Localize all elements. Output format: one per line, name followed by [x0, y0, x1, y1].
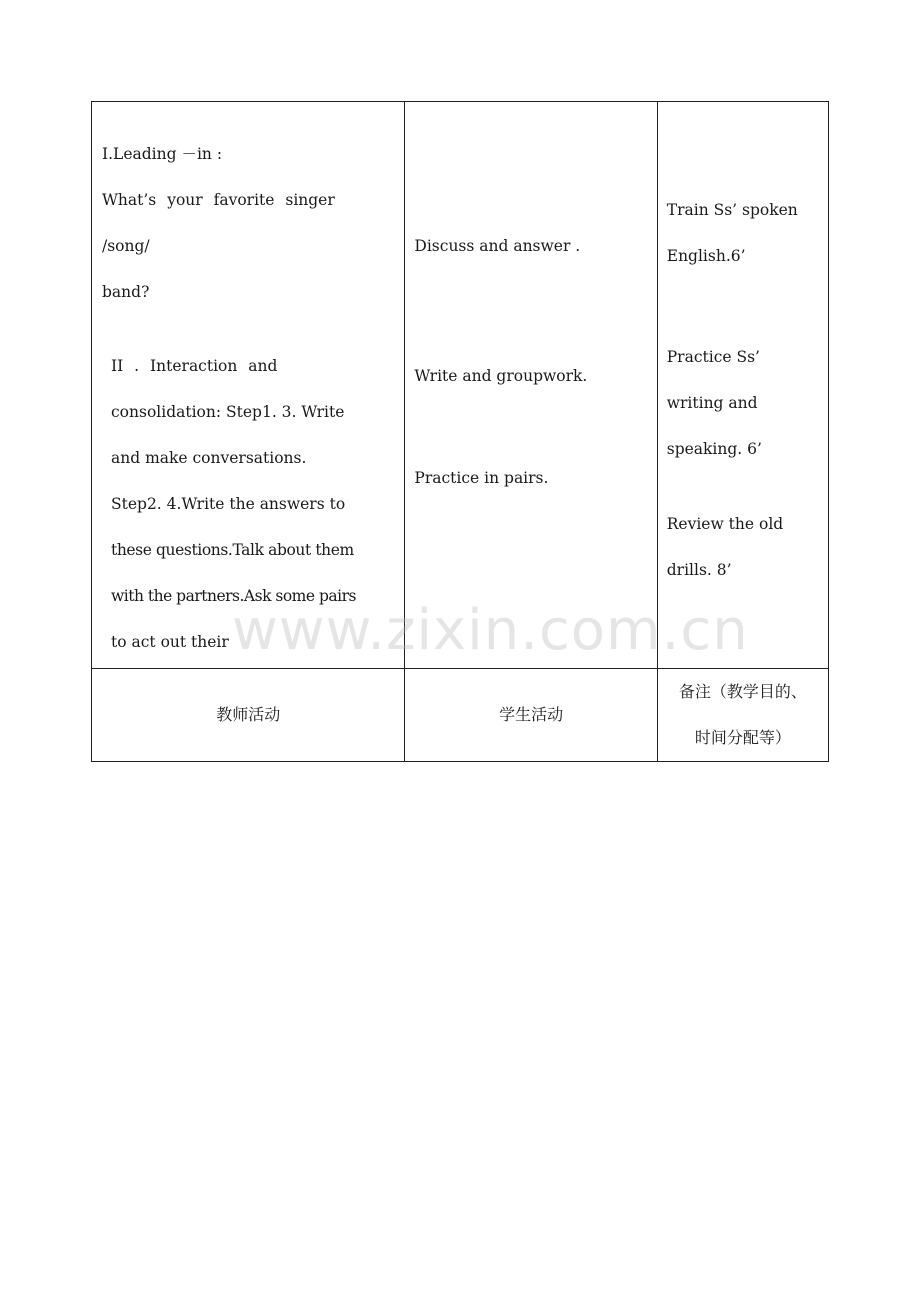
- student-activities-header: 学生活动: [499, 705, 564, 724]
- note-line: speaking. 6’: [666, 440, 762, 458]
- teacher-line: What’s your favorite singer: [102, 191, 335, 209]
- teacher-line: II . Interaction and: [111, 357, 278, 375]
- note-line: writing and: [666, 394, 758, 412]
- notes-header: [658, 669, 828, 761]
- watermark: www.zixin.com.cn: [232, 598, 749, 663]
- student-activity: Practice in pairs.: [414, 469, 549, 487]
- note-line: Practice Ss’: [666, 348, 760, 366]
- teacher-header-cell: [92, 669, 405, 762]
- content-row: [92, 102, 829, 669]
- notes-header-cell: [657, 669, 828, 762]
- student-header-cell: [405, 669, 657, 762]
- teacher-line: /song/: [102, 237, 150, 255]
- teacher-line: and make conversations.: [111, 449, 307, 467]
- notes-cell: [657, 102, 828, 669]
- teacher-line: with the partners.Ask some pairs: [111, 587, 356, 605]
- header-row: [92, 669, 829, 762]
- teacher-line: Step2. 4.Write the answers to: [111, 495, 346, 513]
- note-line: Train Ss’ spoken: [666, 201, 798, 219]
- teacher-activities-cell: [92, 102, 405, 669]
- teacher-line: to act out their: [111, 633, 229, 651]
- teacher-line: these questions.Talk about them: [111, 541, 354, 559]
- student-activities-cell: [405, 102, 657, 669]
- teacher-line: band?: [102, 283, 150, 301]
- student-activity: Write and groupwork.: [414, 367, 588, 385]
- teacher-line: consolidation: Step1. 3. Write: [111, 403, 345, 421]
- teacher-line: I.Leading －in :: [102, 145, 223, 163]
- lesson-plan-table: [91, 101, 829, 762]
- note-line: drills. 8’: [666, 561, 732, 579]
- note-line: Review the old: [666, 515, 784, 533]
- note-line: English.6’: [666, 247, 746, 265]
- student-activity: Discuss and answer .: [414, 237, 581, 255]
- notes-header-line: 备注（教学目的、: [678, 682, 807, 701]
- notes-header-line: 时间分配等）: [694, 728, 791, 747]
- teacher-activities-header: 教师活动: [216, 705, 281, 724]
